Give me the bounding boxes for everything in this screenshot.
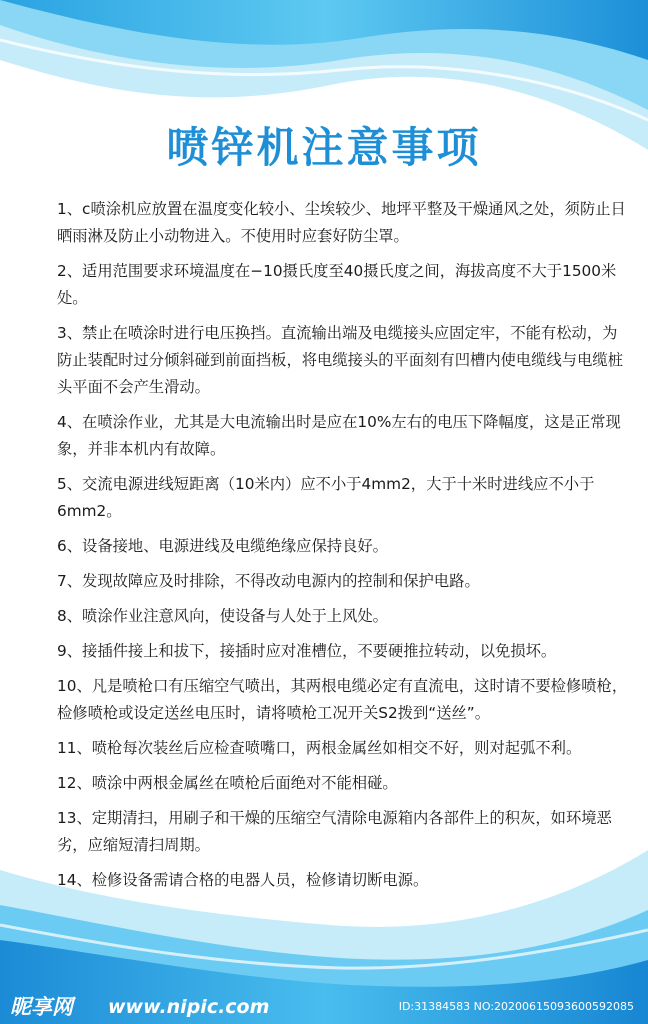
notice-list xyxy=(57,196,629,902)
list-item: 9、接插件接上和拔下，接插时应对准槽位，不要硬推拉转动，以免损坏。 xyxy=(57,642,557,660)
watermark-logo: 昵享网 xyxy=(10,995,73,1019)
list-item: 5、交流电源进线短距离（10米内）应不小于4mm2，大于十米时进线应不小于6mm2。 xyxy=(57,475,595,520)
list-item: 6、设备接地、电源进线及电缆绝缘应保持良好。 xyxy=(57,537,388,555)
watermark-id: ID:31384583 NO:20200615093600592085 xyxy=(398,1000,634,1013)
list-item: 4、在喷涂作业，尤其是大电流输出时是应在10%左右的电压下降幅度，这是正常现象，并非本机内有故障。 xyxy=(57,413,621,458)
list-item: 7、发现故障应及时排除，不得改动电源内的控制和保护电路。 xyxy=(57,572,480,590)
list-item: 3、禁止在喷涂时进行电压换挡。直流输出端及电缆接头应固定牢，不能有松动，为防止装配时过分倾斜碰到前面挡板，将电缆接头的平面刻有凹槽内使电缆线与电缆桩头平面不会产生滑动。 xyxy=(57,324,623,396)
list-item: 11、喷枪每次装丝后应检查喷嘴口，两根金属丝如相交不好，则对起弧不利。 xyxy=(57,739,582,757)
list-item: 10、凡是喷枪口有压缩空气喷出，其两根电缆必定有直流电，这时请不要检修喷枪，检修喷枪或设定送丝电压时，请将喷枪工况开关S2拨到“送丝”。 xyxy=(57,677,628,722)
list-item: 14、检修设备需请合格的电器人员，检修请切断电源。 xyxy=(57,871,429,889)
list-item: 12、喷涂中两根金属丝在喷枪后面绝对不能相碰。 xyxy=(57,774,398,792)
list-item: 13、定期清扫，用刷子和干燥的压缩空气清除电源箱内各部件上的积灰，如环境恶劣，应缩短清扫周期。 xyxy=(57,809,612,854)
watermark-url: www.nipic.com xyxy=(108,996,270,1018)
watermark-bar xyxy=(0,990,648,1024)
list-item: 1、c喷涂机应放置在温度变化较小、尘埃较少、地坪平整及干燥通风之处，须防止日晒雨淋及防止小动物进入。不使用时应套好防尘罩。 xyxy=(57,200,626,245)
list-item: 2、适用范围要求环境温度在−10摄氏度至40摄氏度之间，海拔高度不大于1500米处。 xyxy=(57,262,617,307)
page-title: 喷锌机注意事项 xyxy=(166,123,482,172)
list-item: 8、喷涂作业注意风向，使设备与人处于上风处。 xyxy=(57,607,388,625)
